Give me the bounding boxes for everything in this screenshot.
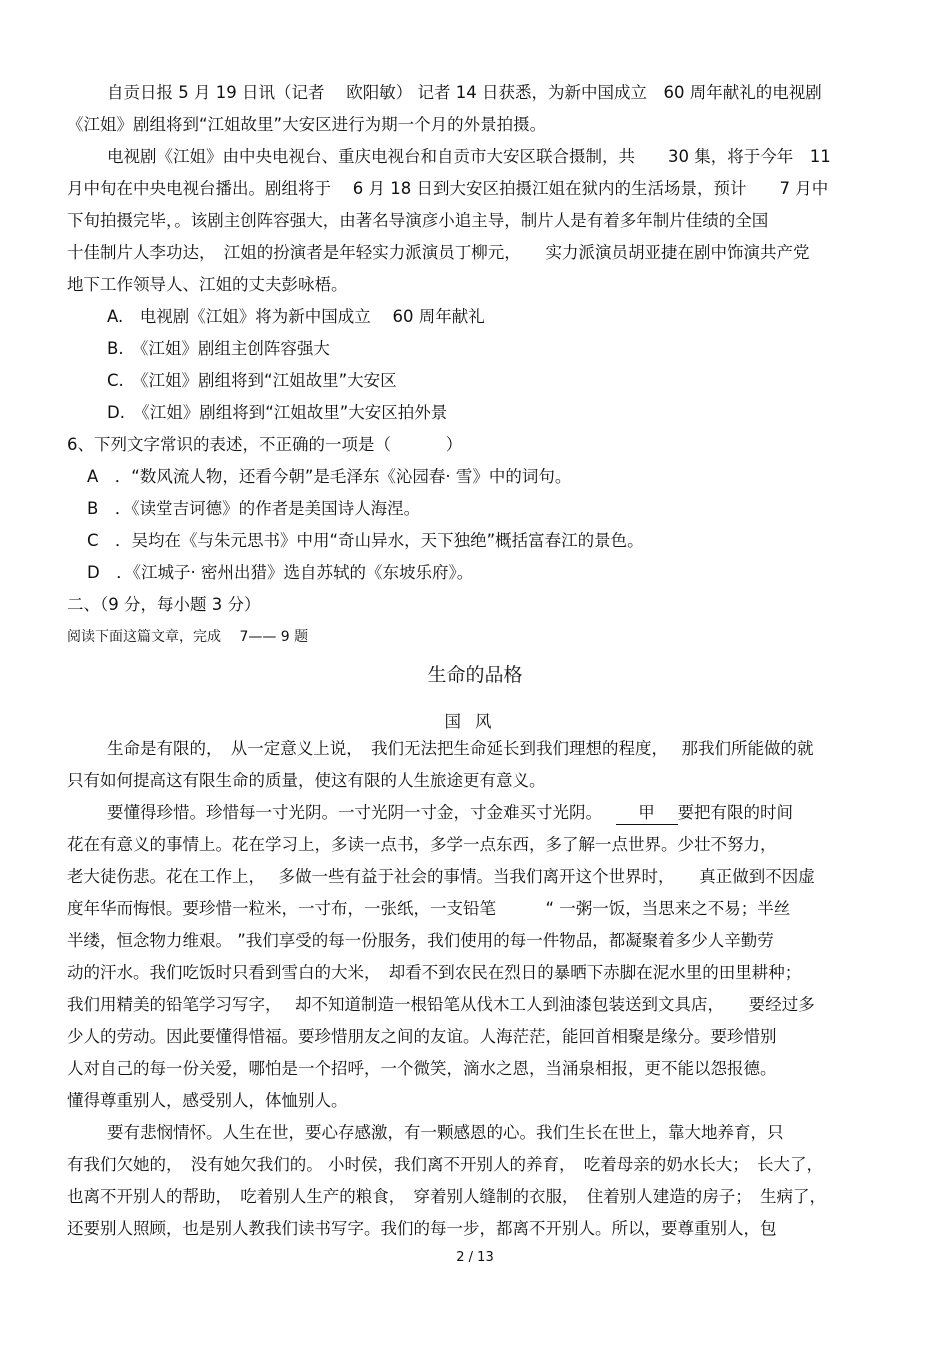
article-p3-line-3: 也离不开别人的帮助， 吃着别人生产的粮食， 穿着别人缝制的衣服， 住着别人建造的房子； 生病了， bbox=[67, 1187, 826, 1206]
news-line-1: 自贡日报 5 月 19 日讯（记者 欧阳敏） 记者 14 日获悉，为新中国成立 60 周年献礼的电视剧 bbox=[107, 83, 822, 102]
article-p2-line-5: 半缕，恒念物力维艰。 ”我们享受的每一份服务，我们使用的每一件物品，都凝聚着多少人辛勤劳 bbox=[67, 931, 774, 950]
article-p2-line-3: 老大徒伤悲。花在工作上， 多做一些有益于社会的事情。当我们离开这个世界时， 真正做到不因虚 bbox=[67, 867, 815, 886]
q5-option-a: A. 电视剧《江姐》将为新中国成立 60 周年献礼 bbox=[107, 307, 485, 326]
q5-option-c: C. 《江姐》剧组将到“江姐故里”大安区 bbox=[107, 371, 397, 390]
article-p2-line-10: 懂得尊重别人，感受别人，体恤别人。 bbox=[67, 1091, 348, 1110]
news-line-4: 月中旬在中央电视台播出。剧组将于 6 月 18 日到大安区拍摄江姐在狱内的生活场景，预计 7 月中 bbox=[67, 179, 829, 198]
q5-option-b: B. 《江姐》剧组主创阵容强大 bbox=[107, 339, 330, 358]
article-p3-line-2: 有我们欠她的， 没有她欠我们的。 小时侯，我们离不开别人的养育， 吃着母亲的奶水长大； 长大了， bbox=[67, 1155, 823, 1174]
article-p2-line-7: 我们用精美的铅笔学习写字， 却不知道制造一根铅笔从伐木工人到油漆包装送到文具店， 要经过多 bbox=[67, 995, 815, 1014]
blank-jia: 甲 bbox=[616, 802, 678, 825]
news-line-5: 下旬拍摄完毕，。该剧主创阵容强大，由著名导演彦小追主导，制片人是有着多年制片佳绩的全国 bbox=[67, 211, 769, 230]
article-p2-tail: 要把有限的时间 bbox=[677, 803, 793, 822]
q5-option-d: D. 《江姐》剧组将到“江姐故里”大安区拍外景 bbox=[107, 403, 448, 422]
article-author: 国风 bbox=[444, 712, 506, 731]
section-heading: 二、（9 分，每小题 3 分） bbox=[67, 595, 261, 614]
article-p2-line-9: 人对自己的每一份关爱，哪怕是一个招呼，一个微笑，滴水之恩，当涌泉相报，更不能以怨报德。 bbox=[67, 1059, 777, 1078]
page-number: 2 / 13 bbox=[456, 1250, 494, 1265]
q6-option-b: B ．《读堂吉诃德》的作者是美国诗人海涅。 bbox=[87, 499, 421, 518]
article-p3-line-1: 要有悲悯情怀。人生在世，要心存感激，有一颗感恩的心。我们生长在世上，靠大地养育，只 bbox=[107, 1123, 784, 1142]
article-p2-line-6: 动的汗水。我们吃饭时只看到雪白的大米， 却看不到农民在烈日的暴晒下赤脚在泥水里的田里耕种； bbox=[67, 963, 802, 982]
q6-option-d: D ．《江城子· 密州出猎》选自苏轼的《东坡乐府》。 bbox=[87, 563, 474, 582]
article-p2-line-8: 少人的劳动。因此要懂得惜福。要珍惜朋友之间的友谊。人海茫茫，能回首相聚是缘分。要珍惜别 bbox=[67, 1027, 777, 1046]
q6-option-a: A ．“数风流人物，还看今朝”是毛泽东《沁园春· 雪》中的词句。 bbox=[87, 467, 572, 486]
article-p2-line-4: 度年华而悔恨。要珍惜一粒米，一寸布，一张纸，一支铅笔 “ 一粥一饭，当思来之不易；半丝 bbox=[67, 899, 791, 918]
article-title: 生命的品格 bbox=[427, 664, 523, 686]
article-p2-line-2: 花在有意义的事情上。花在学习上，多读一点书，多学一点东西，多了解一点世界。少壮不努力， bbox=[67, 835, 777, 854]
news-line-6: 十佳制片人李功达， 江姐的扮演者是年轻实力派演员丁柳元， 实力派演员胡亚捷在剧中饰演共产党 bbox=[67, 243, 810, 262]
article-p1-line-1: 生命是有限的， 从一定意义上说， 我们无法把生命延长到我们理想的程度， 那我们所能做的就 bbox=[107, 739, 814, 758]
news-line-3: 电视剧《江姐》由中央电视台、重庆电视台和自贡市大安区联合摄制，共 30 集，将于今年 11 bbox=[107, 147, 831, 166]
article-p2-line-1 bbox=[107, 802, 793, 825]
news-line-7: 地下工作领导人、江姐的丈夫彭咏梧。 bbox=[67, 275, 348, 294]
reading-instruction: 阅读下面这篇文章，完成 7—— 9 题 bbox=[67, 629, 309, 645]
q6-option-c: C ．吴均在《与朱元思书》中用“奇山异水，天下独绝”概括富春江的景色。 bbox=[87, 531, 644, 550]
article-p3-line-4: 还要别人照顾，也是别人教我们读书写字。我们的每一步，都离不开别人。所以，要尊重别人，包 bbox=[67, 1219, 777, 1238]
article-p1-line-2: 只有如何提高这有限生命的质量，使这有限的人生旅途更有意义。 bbox=[67, 771, 546, 790]
article-p2-text: 要懂得珍惜。珍惜每一寸光阴。一寸光阴一寸金，寸金难买寸光阴。 bbox=[107, 803, 616, 822]
news-line-2: 《江姐》剧组将到“江姐故里”大安区进行为期一个月的外景拍摄。 bbox=[67, 115, 547, 134]
q6-stem: 6、下列文字常识的表述，不正确的一项是（ ） bbox=[67, 435, 463, 454]
